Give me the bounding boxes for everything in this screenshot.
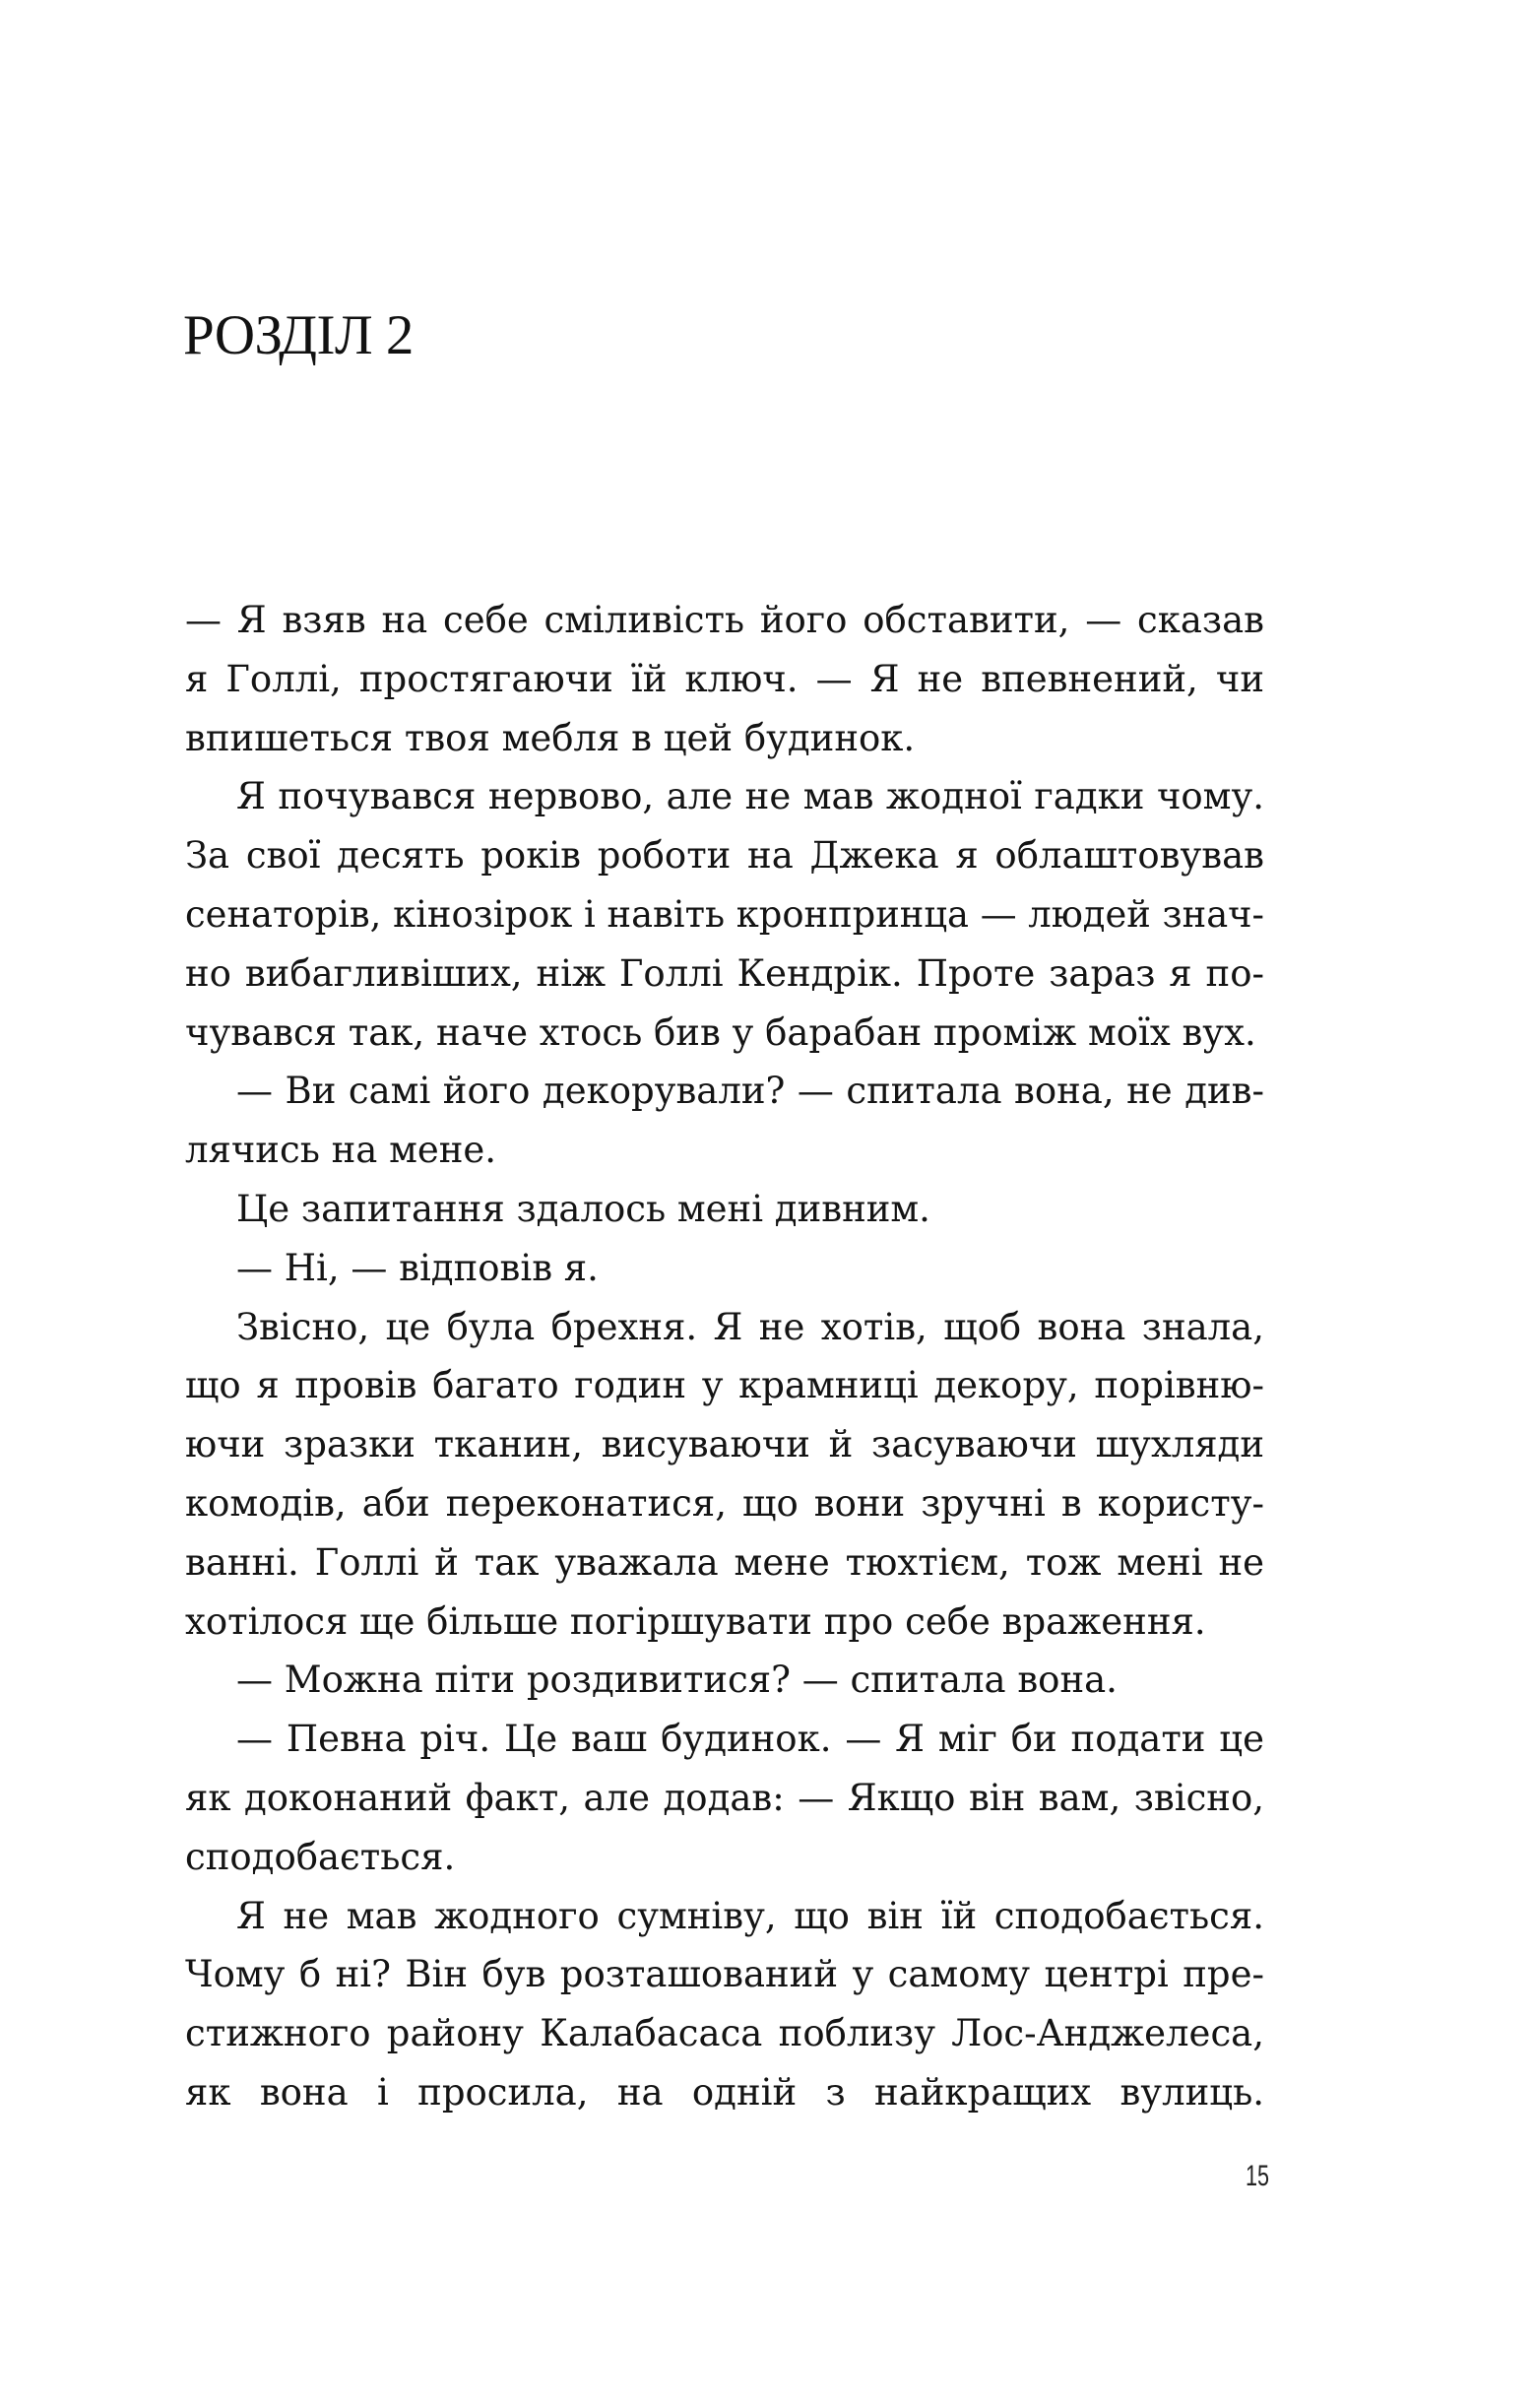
text-line: чувався так, наче хтось бив у барабан проміж моїх вух. (185, 1010, 1256, 1054)
text-line: Я не мав жодного сумніву, що він їй сподобається. (236, 1894, 1264, 1937)
text-line: Чому б ні? Він був розташований у самому центрі пре- (185, 1953, 1264, 1996)
text-line: комодів, аби переконатися, що вони зручні в користу- (185, 1481, 1264, 1525)
text-line: я Голлі, простягаючи їй ключ. — Я не впевнений, чи (185, 657, 1264, 700)
text-line: сподобається. (185, 1835, 456, 1878)
text-line: Це запитання здалось мені дивним. (236, 1187, 930, 1230)
text-line: Звісно, це була брехня. Я не хотів, щоб вона знала, (236, 1305, 1264, 1348)
text-line: сенаторів, кінозірок і навіть кронпринца — людей знач- (185, 892, 1264, 936)
text-line: що я провів багато годин у крамниці декору, порівню- (185, 1364, 1264, 1407)
page-number: 15 (1245, 2160, 1269, 2192)
text-line: — Ні, — відповів я. (236, 1246, 599, 1289)
text-line: ванні. Голлі й так уважала мене тюхтієм, тож мені не (185, 1540, 1264, 1584)
chapter-title: РОЗДІЛ 2 (183, 304, 414, 366)
text-line: но вибагливіших, ніж Голлі Кендрік. Проте зараз я по- (185, 951, 1264, 995)
text-line: Я почувався нервово, але не мав жодної гадки чому. (236, 775, 1264, 818)
text-line: як доконаний факт, але додав: — Якщо він вам, звісно, (185, 1776, 1264, 1819)
text-line: хотілося ще більше погіршувати про себе враження. (185, 1599, 1206, 1643)
text-line: За свої десять років роботи на Джека я облаштовував (185, 834, 1264, 878)
text-line: — Ви самі його декорували? — спитала вона, не див- (236, 1070, 1264, 1113)
text-line: стижного району Калабасаса поблизу Лос-Анджелеса, (185, 2012, 1264, 2055)
text-line: — Певна річ. Це ваш будинок. — Я міг би подати це (236, 1718, 1264, 1761)
text-line: впишеться твоя мебля в цей будинок. (185, 716, 916, 759)
text-line: — Можна піти роздивитися? — спитала вона. (236, 1659, 1118, 1702)
text-line: ючи зразки тканин, висуваючи й засуваючи шухляди (185, 1423, 1264, 1466)
body-text (185, 591, 1264, 2122)
text-line: як вона і просила, на одній з найкращих вулиць. (185, 2070, 1264, 2114)
text-line: лячись на мене. (185, 1129, 497, 1172)
text-line: — Я взяв на себе сміливість його обставити, — сказав (185, 599, 1264, 641)
